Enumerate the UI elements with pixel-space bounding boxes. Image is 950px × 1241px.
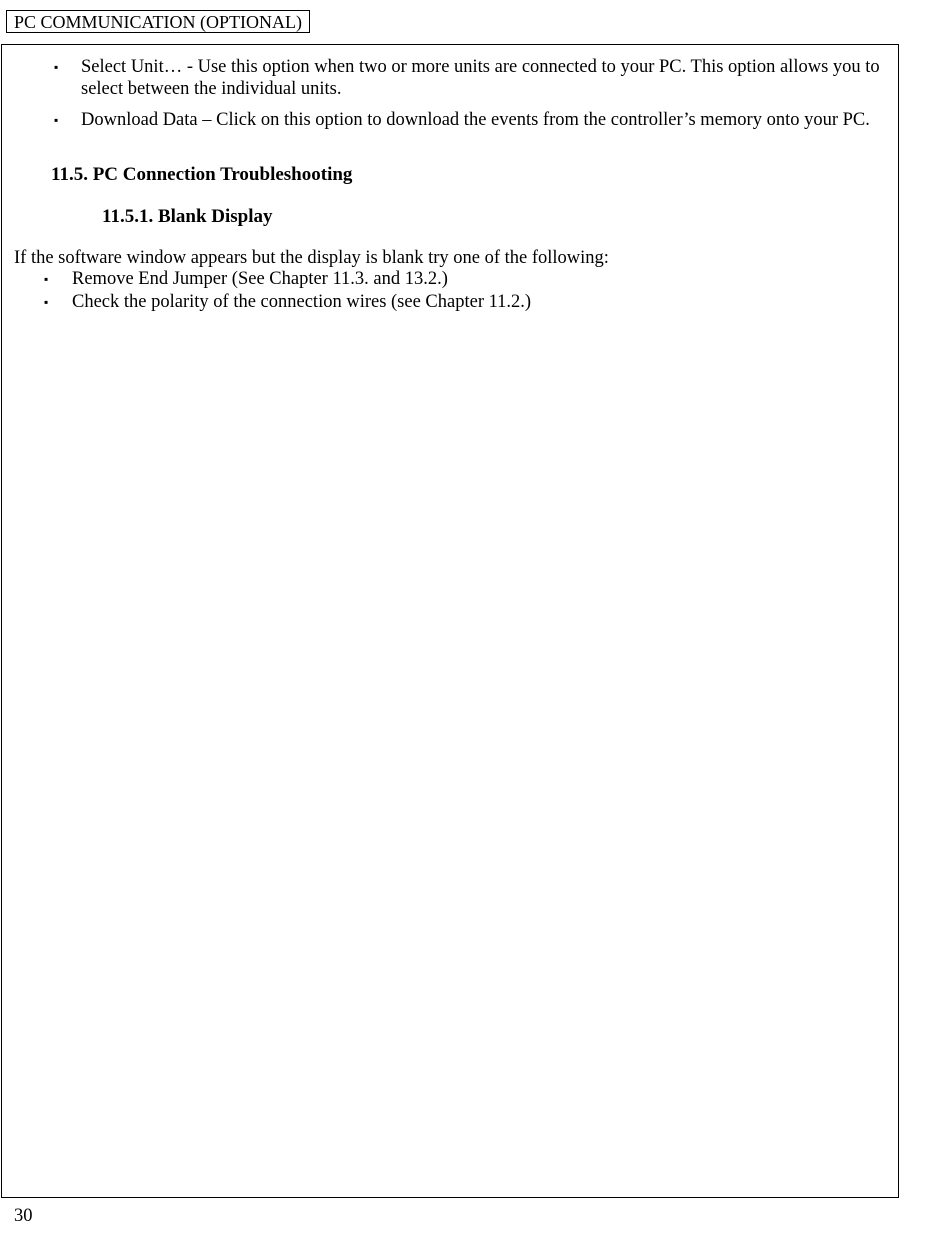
menu-options-list <box>0 56 900 140</box>
square-bullet-icon: ▪ <box>44 272 49 286</box>
section-heading: 11.5. PC Connection Troubleshooting <box>51 164 353 185</box>
list-item-text: Remove End Jumper (See Chapter 11.3. and 13.2.) <box>72 269 448 289</box>
square-bullet-icon: ▪ <box>44 294 49 309</box>
square-bullet-icon: ▪ <box>54 113 59 127</box>
list-item-text: Check the polarity of the connection wires (see Chapter 11.2.) <box>72 291 532 312</box>
subsection-heading: 11.5.1. Blank Display <box>102 206 273 227</box>
list-item <box>0 291 900 314</box>
section-header-tab: PC COMMUNICATION (OPTIONAL) <box>6 10 310 33</box>
square-bullet-icon: ▪ <box>54 60 59 74</box>
list-item <box>0 268 900 291</box>
list-item <box>0 109 900 131</box>
page-number: 30 <box>14 1206 33 1226</box>
intro-paragraph: If the software window appears but the display is blank try one of the following: <box>14 248 609 268</box>
list-item <box>0 56 900 100</box>
list-item-text: Download Data – Click on this option to download the events from the controller’s memory onto your PC. <box>81 110 870 130</box>
troubleshooting-steps-list <box>0 268 900 313</box>
list-item-text: Select Unit… - Use this option when two or more units are connected to your PC. This option allows you to select between the individual units. <box>81 57 880 99</box>
